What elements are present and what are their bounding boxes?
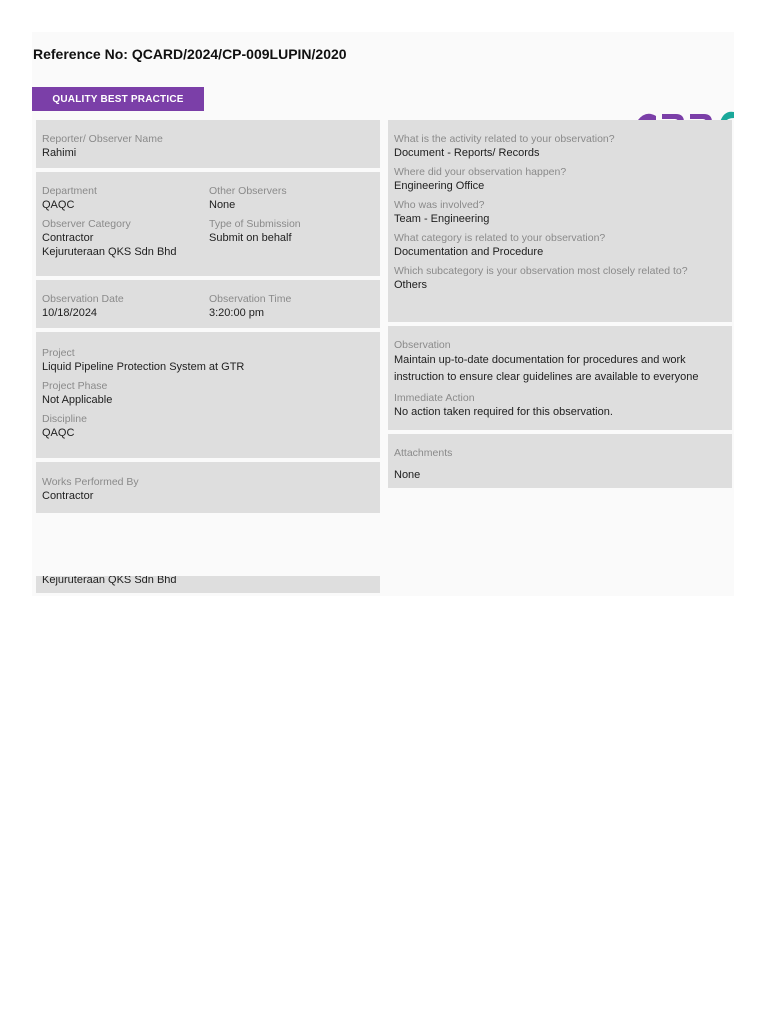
discipline-value: QAQC <box>42 427 75 439</box>
submission-type-value: Submit on behalf <box>209 232 292 244</box>
works-card-overflow <box>36 505 380 513</box>
department-label: Department <box>42 185 97 197</box>
project-card <box>36 332 380 458</box>
project-label: Project <box>42 347 75 359</box>
immediate-action-value: No action taken required for this observation. <box>394 406 613 418</box>
where-label: Where did your observation happen? <box>394 166 567 178</box>
observation-time-label: Observation Time <box>209 293 292 305</box>
immediate-action-label: Immediate Action <box>394 392 475 404</box>
other-observers-value: None <box>209 199 236 211</box>
discipline-label: Discipline <box>42 413 87 425</box>
works-label: Works Performed By <box>42 476 139 488</box>
department-value: QAQC <box>42 199 75 211</box>
reporter-label: Reporter/ Observer Name <box>42 133 163 145</box>
observation-date-value: 10/18/2024 <box>42 307 98 319</box>
reporter-card <box>36 120 380 168</box>
where-value: Engineering Office <box>394 180 485 192</box>
works-card-continued <box>36 576 380 593</box>
who-value: Team - Engineering <box>394 213 490 225</box>
submission-type-label: Type of Submission <box>209 218 301 230</box>
other-observers-label: Other Observers <box>209 185 287 197</box>
reporter-value: Rahimi <box>42 147 77 159</box>
project-phase-value: Not Applicable <box>42 394 113 406</box>
activity-card <box>388 120 732 322</box>
activity-label: What is the activity related to your observation? <box>394 133 615 145</box>
observation-label: Observation <box>394 339 451 351</box>
observation-date-label: Observation Date <box>42 293 124 305</box>
category-label: What category is related to your observation? <box>394 232 606 244</box>
activity-value: Document - Reports/ Records <box>394 147 540 159</box>
observer-category-value: Contractor <box>42 232 94 244</box>
attachments-label: Attachments <box>394 447 453 459</box>
reference-number: QCARD/2024/CP-009LUPIN/2020 <box>131 46 347 62</box>
reference-prefix: Reference No: <box>33 46 128 62</box>
category-value: Documentation and Procedure <box>394 246 544 258</box>
observation-card <box>388 326 732 430</box>
project-value: Liquid Pipeline Protection System at GTR <box>42 361 245 373</box>
attachments-card <box>388 434 732 488</box>
observer-company-value: Kejuruteraan QKS Sdn Bhd <box>42 246 177 258</box>
observation-value: Maintain up-to-date documentation for procedures and work instruction to ensure clear guidelines are available to everyone <box>394 354 699 383</box>
attachments-value: None <box>394 469 421 481</box>
works-company-value: Kejuruteraan QKS Sdn Bhd <box>42 576 177 586</box>
observation-time-value: 3:20:00 pm <box>209 307 265 319</box>
date-time-card <box>36 280 380 328</box>
works-value: Contractor <box>42 490 94 502</box>
subcategory-label: Which subcategory is your observation most closely related to? <box>394 265 688 277</box>
department-card <box>36 172 380 276</box>
reference-title <box>33 46 347 62</box>
who-label: Who was involved? <box>394 199 485 211</box>
category-badge: QUALITY BEST PRACTICE <box>32 87 204 111</box>
subcategory-value: Others <box>394 279 428 291</box>
observer-category-label: Observer Category <box>42 218 131 230</box>
works-card <box>36 462 380 510</box>
project-phase-label: Project Phase <box>42 380 108 392</box>
